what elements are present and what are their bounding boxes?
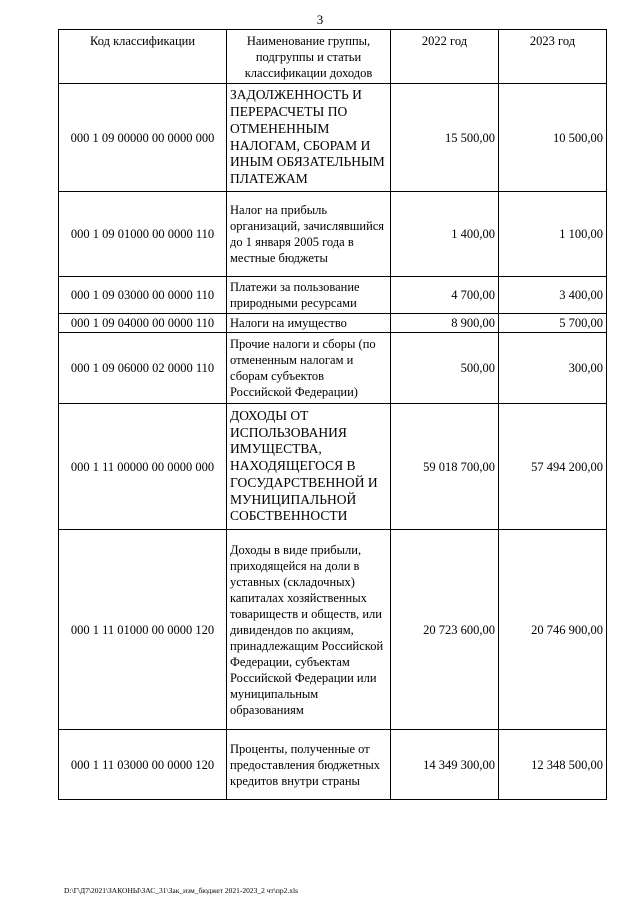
table-row bbox=[59, 192, 607, 277]
row-name: Налог на прибыль организаций, зачислявшийся до 1 января 2005 года в местные бюджеты bbox=[227, 192, 391, 277]
row-name: Налоги на имущество bbox=[227, 314, 391, 333]
row-name: Прочие налоги и сборы (по отмененным налогам и сборам субъектов Российской Федерации) bbox=[227, 333, 391, 404]
row-code: 000 1 09 03000 00 0000 110 bbox=[59, 277, 227, 314]
row-code: 000 1 09 04000 00 0000 110 bbox=[59, 314, 227, 333]
row-value-2023: 10 500,00 bbox=[499, 84, 607, 192]
file-path-footer: D:\Г\Д7\2021\ЗАКОНЫ\ЗАС_31\Зак_изм_бюджет 2021-2023_2 чт\пр2.xls bbox=[64, 886, 299, 895]
row-code: 000 1 11 01000 00 0000 120 bbox=[59, 530, 227, 730]
table-row bbox=[59, 730, 607, 800]
row-value-2023: 5 700,00 bbox=[499, 314, 607, 333]
row-value-2023: 20 746 900,00 bbox=[499, 530, 607, 730]
table-row bbox=[59, 84, 607, 192]
row-value-2022: 8 900,00 bbox=[391, 314, 499, 333]
row-value-2023: 1 100,00 bbox=[499, 192, 607, 277]
row-value-2023: 57 494 200,00 bbox=[499, 404, 607, 530]
row-code: 000 1 09 00000 00 0000 000 bbox=[59, 84, 227, 192]
row-code: 000 1 11 03000 00 0000 120 bbox=[59, 730, 227, 800]
table-row bbox=[59, 333, 607, 404]
table-row bbox=[59, 530, 607, 730]
header-2023: 2023 год bbox=[499, 30, 607, 84]
row-name: Доходы в виде прибыли, приходящейся на доли в уставных (складочных) капиталах хозяйственных товариществ и обществ, или дивидендов по акциям, принадлежащим Российской Федерации, субъектам Российской Федерации или муниципальным образованиям bbox=[227, 530, 391, 730]
row-value-2022: 500,00 bbox=[391, 333, 499, 404]
row-value-2022: 1 400,00 bbox=[391, 192, 499, 277]
row-value-2023: 3 400,00 bbox=[499, 277, 607, 314]
header-name: Наименование группы, подгруппы и статьи классификации доходов bbox=[227, 30, 391, 84]
row-name: Проценты, полученные от предоставления бюджетных кредитов внутри страны bbox=[227, 730, 391, 800]
row-code: 000 1 11 00000 00 0000 000 bbox=[59, 404, 227, 530]
row-code: 000 1 09 01000 00 0000 110 bbox=[59, 192, 227, 277]
row-name: ЗАДОЛЖЕННОСТЬ И ПЕРЕРАСЧЕТЫ ПО ОТМЕНЕННЫМ НАЛОГАМ, СБОРАМ И ИНЫМ ОБЯЗАТЕЛЬНЫМ ПЛАТЕЖАМ bbox=[227, 84, 391, 192]
row-code: 000 1 09 06000 02 0000 110 bbox=[59, 333, 227, 404]
row-value-2022: 4 700,00 bbox=[391, 277, 499, 314]
page-number: 3 bbox=[316, 12, 324, 27]
header-2022: 2022 год bbox=[391, 30, 499, 84]
row-name: Платежи за пользование природными ресурсами bbox=[227, 277, 391, 314]
row-value-2022: 59 018 700,00 bbox=[391, 404, 499, 530]
table-header-row bbox=[59, 30, 607, 84]
row-value-2022: 20 723 600,00 bbox=[391, 530, 499, 730]
header-code: Код классификации bbox=[59, 30, 227, 84]
row-name: ДОХОДЫ ОТ ИСПОЛЬЗОВАНИЯ ИМУЩЕСТВА, НАХОДЯЩЕГОСЯ В ГОСУДАРСТВЕННОЙ И МУНИЦИПАЛЬНОЙ СОБСТВЕННОСТИ bbox=[227, 404, 391, 530]
row-value-2022: 15 500,00 bbox=[391, 84, 499, 192]
table-row bbox=[59, 314, 607, 333]
row-value-2022: 14 349 300,00 bbox=[391, 730, 499, 800]
row-value-2023: 12 348 500,00 bbox=[499, 730, 607, 800]
table-row bbox=[59, 277, 607, 314]
revenue-classification-table bbox=[58, 29, 607, 800]
table-row bbox=[59, 404, 607, 530]
row-value-2023: 300,00 bbox=[499, 333, 607, 404]
